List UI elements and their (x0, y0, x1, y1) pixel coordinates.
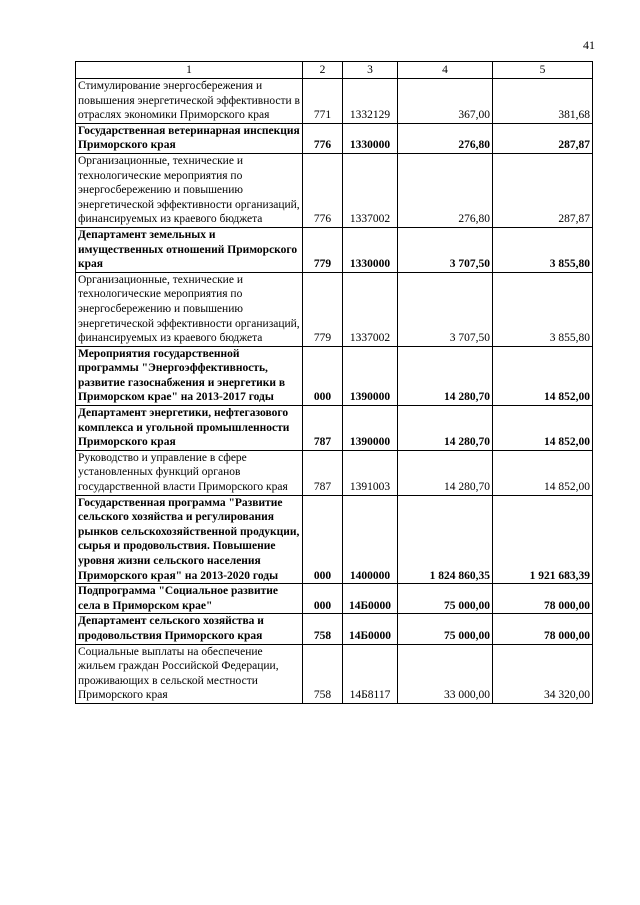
row-csr: 14Б0000 (343, 614, 398, 644)
row-value-2: 78 000,00 (493, 584, 593, 614)
column-header: 4 (398, 62, 493, 79)
table-row (76, 123, 593, 153)
row-name: Организационные, технические и технологические мероприятия по энергосбережению и повышению энергетической эффективности организаций, финансируемых из краевого бюджета (76, 153, 303, 227)
row-name: Государственная программа "Развитие сельского хозяйства и регулирования рынков сельскохозяйственной продукции, сырья и продовольствия. Повышение уровня жизни сельского населения Приморского края" на 2013-2020 годы (76, 495, 303, 584)
row-name: Департамент земельных и имущественных отношений Приморского края (76, 227, 303, 272)
table-row (76, 614, 593, 644)
row-csr: 14Б8117 (343, 644, 398, 703)
row-value-1: 1 824 860,35 (398, 495, 493, 584)
table-row (76, 495, 593, 584)
table-row (76, 644, 593, 703)
row-code: 787 (303, 406, 343, 451)
column-header: 5 (493, 62, 593, 79)
row-value-1: 3 707,50 (398, 272, 493, 346)
table-row (76, 153, 593, 227)
column-header: 3 (343, 62, 398, 79)
row-name: Стимулирование энергосбережения и повышения энергетической эффективности в отраслях экономики Приморского края (76, 79, 303, 124)
row-value-1: 75 000,00 (398, 584, 493, 614)
column-header: 2 (303, 62, 343, 79)
row-name: Мероприятия государственной программы "Энергоэффективность, развитие газоснабжения и энергетики в Приморском крае" на 2013-2017 годы (76, 346, 303, 405)
row-name: Социальные выплаты на обеспечение жильем граждан Российской Федерации, проживающих в сельской местности Приморского края (76, 644, 303, 703)
table-row (76, 272, 593, 346)
row-code: 000 (303, 346, 343, 405)
row-code: 779 (303, 272, 343, 346)
row-value-1: 367,00 (398, 79, 493, 124)
row-code: 758 (303, 614, 343, 644)
row-code: 758 (303, 644, 343, 703)
table-row (76, 79, 593, 124)
row-code: 771 (303, 79, 343, 124)
row-csr: 1400000 (343, 495, 398, 584)
row-value-2: 14 852,00 (493, 406, 593, 451)
row-csr: 1332129 (343, 79, 398, 124)
row-value-1: 14 280,70 (398, 450, 493, 495)
row-value-2: 34 320,00 (493, 644, 593, 703)
row-name: Подпрограмма "Социальное развитие села в Приморском крае" (76, 584, 303, 614)
row-csr: 1330000 (343, 227, 398, 272)
row-csr: 1337002 (343, 153, 398, 227)
row-value-1: 276,80 (398, 153, 493, 227)
table-header-row (76, 62, 593, 79)
row-code: 000 (303, 495, 343, 584)
row-value-1: 33 000,00 (398, 644, 493, 703)
row-value-1: 3 707,50 (398, 227, 493, 272)
row-name: Департамент энергетики, нефтегазового комплекса и угольной промышленности Приморского края (76, 406, 303, 451)
row-code: 000 (303, 584, 343, 614)
row-value-1: 14 280,70 (398, 406, 493, 451)
row-csr: 1337002 (343, 272, 398, 346)
table-row (76, 346, 593, 405)
row-csr: 1390000 (343, 346, 398, 405)
row-csr: 1390000 (343, 406, 398, 451)
row-value-1: 276,80 (398, 123, 493, 153)
budget-table (75, 61, 593, 704)
row-name: Организационные, технические и технологические мероприятия по энергосбережению и повышению энергетической эффективности организаций, финансируемых из краевого бюджета (76, 272, 303, 346)
row-value-2: 3 855,80 (493, 227, 593, 272)
row-csr: 14Б0000 (343, 584, 398, 614)
row-name: Руководство и управление в сфере установленных функций органов государственной власти Приморского края (76, 450, 303, 495)
row-code: 787 (303, 450, 343, 495)
table-row (76, 227, 593, 272)
column-header: 1 (76, 62, 303, 79)
row-code: 776 (303, 123, 343, 153)
row-name: Государственная ветеринарная инспекция Приморского края (76, 123, 303, 153)
row-value-2: 287,87 (493, 153, 593, 227)
row-value-2: 78 000,00 (493, 614, 593, 644)
row-csr: 1391003 (343, 450, 398, 495)
row-value-2: 14 852,00 (493, 346, 593, 405)
row-code: 779 (303, 227, 343, 272)
table-row (76, 450, 593, 495)
row-code: 776 (303, 153, 343, 227)
page-number: 41 (583, 38, 595, 52)
row-value-2: 381,68 (493, 79, 593, 124)
row-value-2: 287,87 (493, 123, 593, 153)
table-row (76, 584, 593, 614)
row-value-2: 14 852,00 (493, 450, 593, 495)
table-row (76, 406, 593, 451)
row-value-2: 1 921 683,39 (493, 495, 593, 584)
row-value-2: 3 855,80 (493, 272, 593, 346)
row-name: Департамент сельского хозяйства и продовольствия Приморского края (76, 614, 303, 644)
row-value-1: 75 000,00 (398, 614, 493, 644)
row-csr: 1330000 (343, 123, 398, 153)
row-value-1: 14 280,70 (398, 346, 493, 405)
